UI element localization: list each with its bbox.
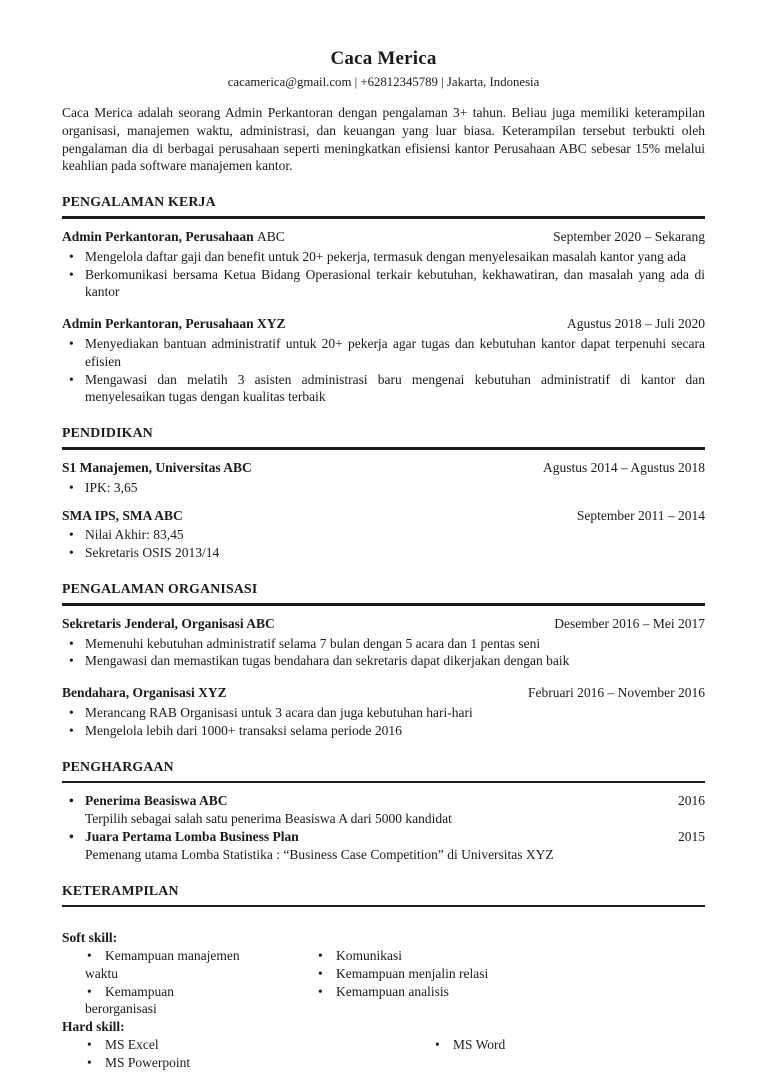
skill-list [410, 1036, 705, 1054]
entry-role-bold: Sekretaris Jenderal, Organisasi ABC [62, 615, 275, 631]
entry-bullets [62, 248, 705, 301]
entry-header [62, 615, 705, 633]
entry-bullets [62, 704, 705, 740]
entry-role-bold: Admin Perkantoran, Perusahaan XYZ [62, 316, 286, 332]
entry-role [62, 615, 275, 633]
entry-header [62, 507, 705, 525]
section-title: PENGHARGAAN [62, 758, 174, 774]
award-item [62, 792, 705, 828]
soft-skill-columns [62, 947, 705, 1018]
bullet-item: • Merancang RAB Organisasi untuk 3 acara dan juga kebutuhan hari-hari [62, 704, 705, 722]
section-divider [62, 905, 705, 908]
bullet-item: • IPK: 3,65 [62, 479, 705, 497]
entry-role [62, 459, 252, 477]
skill-list [293, 947, 501, 1000]
hard-skill-columns [62, 1036, 705, 1072]
entry-role-bold: Admin Perkantoran, Perusahaan [62, 228, 258, 244]
award-year: 2015 [678, 828, 705, 844]
entry-bullets [62, 526, 705, 562]
hard-skill-column-left [62, 1036, 410, 1072]
entry-header [62, 315, 705, 333]
entry-date: Agustus 2014 – Agustus 2018 [542, 459, 705, 475]
skill-item: • Kemampuan manajemen waktu [62, 947, 240, 983]
skills-block [62, 929, 705, 1072]
section-divider [62, 781, 705, 784]
education-entry [62, 459, 705, 497]
section-title: PENGALAMAN ORGANISASI [62, 581, 258, 596]
award-description: Pemenang utama Lomba Statistika : “Business Case Competition” di Universitas XYZ [85, 846, 554, 862]
award-year: 2016 [678, 793, 705, 809]
section-work-experience [62, 193, 705, 406]
entry-bullets [62, 635, 705, 671]
awards-list [62, 792, 705, 863]
person-name: Caca Merica [330, 48, 437, 69]
award-title: • Penerima Beasiswa ABC [85, 793, 228, 809]
entry-role-bold: SMA IPS, SMA ABC [62, 507, 183, 523]
bullet-item: • Mengawasi dan melatih 3 asisten administrasi baru mengenai kebutuhan administratif di kantor dan menyelesaikan tugas dengan kualitas terbaik [62, 371, 705, 407]
section-awards [62, 758, 705, 864]
skill-item: • Kemampuan analisis [293, 983, 501, 1001]
contact-line: cacamerica@gmail.com | +62812345789 | Jakarta, Indonesia [227, 75, 540, 90]
skill-item: • MS Excel [62, 1036, 410, 1054]
organization-entry [62, 615, 705, 670]
section-skills [62, 882, 705, 1072]
skill-list [62, 1036, 410, 1072]
entry-role-rest: ABC [257, 228, 285, 244]
bullet-item: • Mengelola daftar gaji dan benefit untuk 20+ pekerja, termasuk dengan menyelesaikan masalah kantor yang ada [62, 248, 705, 266]
skill-item: • Kemampuan menjalin relasi [293, 965, 501, 983]
award-description: Terpilih sebagai salah satu penerima Beasiswa A dari 5000 kandidat [85, 811, 452, 827]
entry-header [62, 228, 705, 246]
entry-role [62, 228, 285, 246]
work-entry [62, 315, 705, 406]
award-header [85, 792, 705, 810]
entry-date: September 2020 – Sekarang [553, 228, 705, 244]
section-divider [62, 603, 705, 606]
entry-bullets [62, 335, 705, 406]
bullet-item: • Mengawasi dan memastikan tugas bendahara dan sekretaris dapat dikerjakan dengan baik [62, 652, 705, 670]
bullet-item: • Berkomunikasi bersama Ketua Bidang Operasional terkair kebutuhan, kekhawatiran, dan masalah yang ada di kantor [62, 266, 705, 302]
bullet-item: • Sekretaris OSIS 2013/14 [62, 544, 705, 562]
section-organization [62, 580, 705, 740]
bullet-item: • Nilai Akhir: 83,45 [62, 526, 705, 544]
entry-date: Agustus 2018 – Juli 2020 [566, 316, 705, 332]
entry-role-bold: Bendahara, Organisasi XYZ [62, 685, 227, 701]
entry-role [62, 684, 227, 702]
skill-item: • MS Word [410, 1036, 705, 1054]
organization-entry [62, 684, 705, 739]
soft-skill-label: Soft skill: [62, 930, 118, 946]
entry-role [62, 507, 183, 525]
section-divider [62, 216, 705, 219]
skill-list [62, 947, 240, 1018]
work-entry [62, 228, 705, 301]
skill-item: • Komunikasi [293, 947, 501, 965]
entry-date: Desember 2016 – Mei 2017 [554, 615, 705, 631]
section-divider [62, 447, 705, 450]
hard-skill-column-right [410, 1036, 705, 1072]
award-header [85, 828, 705, 846]
section-education [62, 424, 705, 562]
bullet-item: • Memenuhi kebutuhan administratif selama 7 bulan dengan 5 acara dan 1 pentas seni [62, 635, 705, 653]
soft-skill-column-right [293, 947, 705, 1018]
skill-item: • MS Powerpoint [62, 1054, 410, 1072]
entry-header [62, 684, 705, 702]
section-title: KETERAMPILAN [62, 882, 179, 898]
entry-role-bold: S1 Manajemen, Universitas ABC [62, 459, 252, 475]
hard-skill-label: Hard skill: [62, 1019, 125, 1035]
entry-header [62, 459, 705, 477]
entry-bullets [62, 479, 705, 497]
summary-paragraph: Caca Merica adalah seorang Admin Perkantoran dengan pengalaman 3+ tahun. Beliau juga memiliki keterampilan organisasi, manajemen waktu, administrasi, dan keuangan yang luar biasa. Keterampilan tersebut terbukti oleh pengalaman dia di berbagai perusahaan seperti meningkatkan efisiensi kantor Perusahaan ABC sebesar 15% melalui keahlian pada software manajemen kantor. [62, 104, 705, 174]
section-title: PENDIDIKAN [62, 425, 153, 441]
entry-date: September 2011 – 2014 [576, 507, 705, 523]
entry-role [62, 315, 286, 333]
education-entry [62, 507, 705, 562]
skill-item: • Kemampuan berorganisasi [62, 983, 240, 1019]
section-title: PENGALAMAN KERJA [62, 194, 216, 210]
resume-header [62, 46, 705, 91]
award-title: • Juara Pertama Lomba Business Plan [85, 828, 299, 844]
bullet-item: • Menyediakan bantuan administratif untuk 20+ pekerja agar tugas dan kebutuhan kantor dapat terpenuhi secara efisien [62, 335, 705, 371]
soft-skill-column-left [62, 947, 293, 1018]
bullet-item: • Mengelola lebih dari 1000+ transaksi selama periode 2016 [62, 722, 705, 740]
award-item [62, 828, 705, 864]
entry-date: Februari 2016 – November 2016 [528, 685, 705, 701]
